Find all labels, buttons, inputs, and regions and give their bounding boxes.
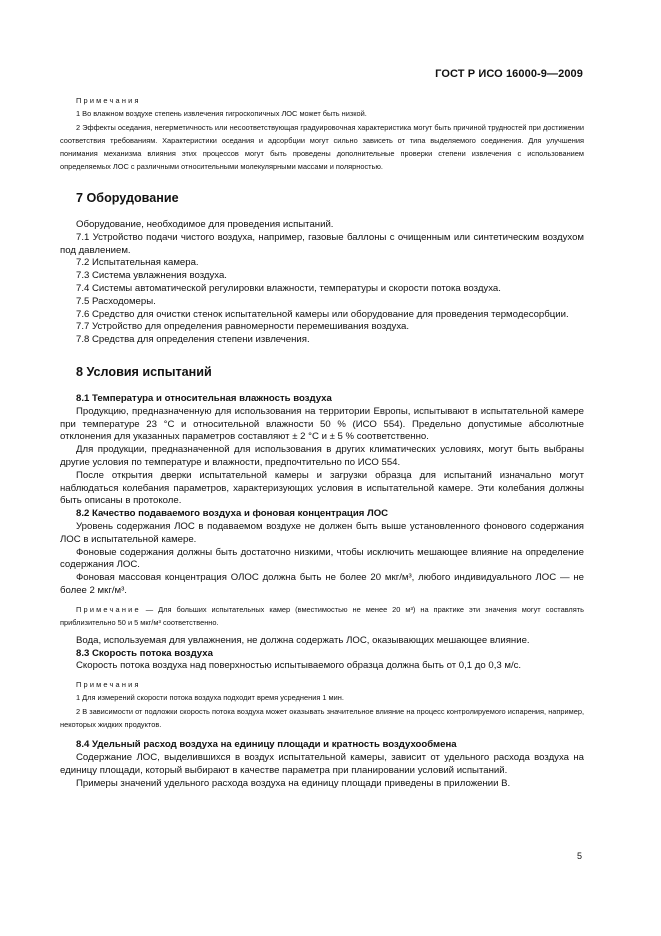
paragraph: После открытия дверки испытательной камеры и загрузки образца для испытаний изначально могут наблюдаться колебания параметров, характеризующих условия в испытательной камере. Эти колебания должны быть описаны в протоколе. <box>60 469 584 507</box>
document-code: ГОСТ Р ИСО 16000-9—2009 <box>435 68 583 80</box>
subsection-8-1-title: 8.1 Температура и относительная влажность воздуха <box>76 392 332 404</box>
section-7-item: 7.3 Система увлажнения воздуха. <box>76 270 227 282</box>
section-7-item: 7.8 Средства для определения степени извлечения. <box>76 334 310 346</box>
section-7-item: 7.7 Устройство для определения равномерности перемешивания воздуха. <box>76 321 410 333</box>
paragraph: Содержание ЛОС, выделившихся в воздух испытательной камеры, зависит от удельного расхода воздуха на единицу площади, который выбирают в качестве параметра при планировании условий испытаний. <box>60 751 584 776</box>
page-content <box>60 94 584 790</box>
notes-title: Примечания <box>76 96 141 105</box>
note-text: — Для больших испытательных камер (вместимостью не менее 20 м³) на практике эти значения могут составлять приблизительно 50 и 5 мкг/м³ соответственно. <box>60 604 584 627</box>
section-7-item: 7.4 Системы автоматической регулировки влажности, температуры и скорости потока воздуха. <box>76 282 501 294</box>
section-8-heading: 8 Условия испытаний <box>76 364 212 379</box>
note-1: 1 Во влажном воздухе степень извлечения гигроскопичных ЛОС может быть низкой. <box>76 109 367 118</box>
page-number: 5 <box>576 851 582 861</box>
note-8-2 <box>60 603 584 629</box>
note-1: 1 Для измерений скорости потока воздуха подходит время усреднения 1 мин. <box>76 693 344 703</box>
paragraph: Примеры значений удельного расхода воздуха на единицу площади приведены в приложении В. <box>76 777 511 789</box>
subsection-8-4-title: 8.4 Удельный расход воздуха на единицу площади и кратность воздухообмена <box>76 739 457 751</box>
section-7-heading: 7 Оборудование <box>76 191 179 205</box>
section-7-item: 7.1 Устройство подачи чистого воздуха, например, газовые баллоны с очищенным или синтетическим воздухом под давлением. <box>60 231 584 256</box>
note-2: 2 Эффекты оседания, негерметичность или несоответствующая градуировочная характеристика могут быть причиной трудностей при достижении соответствия требованиям. Характеристики оседания и адсорбции могут сильно зависеть от типа выделяемого соединения. Для улучшения понимания механизма влияния этих процессов могут быть проведены дополнительные проверки степени извлечения с использованием определяемых ЛОС с различными относительными молекулярными массами и полярностью. <box>60 123 584 171</box>
subsection-8-3-title: 8.3 Скорость потока воздуха <box>76 647 213 659</box>
note-2: 2 В зависимости от подложки скорость потока воздуха может оказывать значительное влияние на процесс контролируемого испарения, например, некоторых жидких продуктов. <box>60 707 584 730</box>
paragraph: Фоновая массовая концентрация ОЛОС должна быть не более 20 мкг/м³, любого индивидуального ЛОС — не более 2 мкг/м³. <box>60 572 584 596</box>
paragraph: Уровень содержания ЛОС в подаваемом воздухе не должен быть выше установленного фонового содержания ЛОС в испытательной камере. <box>60 520 584 545</box>
section-7-item: 7.6 Средство для очистки стенок испытательной камеры или оборудование для проведения термодесорбции. <box>76 308 569 320</box>
paragraph: Вода, используемая для увлажнения, не должна содержать ЛОС, оказывающих мешающее влияние. <box>76 634 530 646</box>
paragraph: Скорость потока воздуха над поверхностью испытываемого образца должна быть от 0,1 до 0,3 м/с. <box>76 660 522 672</box>
note-label: Примечание <box>76 604 141 614</box>
subsection-8-2-title: 8.2 Качество подаваемого воздуха и фоновая концентрация ЛОС <box>76 508 389 520</box>
section-7-item: 7.5 Расходомеры. <box>76 295 156 307</box>
paragraph: Фоновые содержания должны быть достаточно низкими, чтобы исключить мешающее влияние на определение содержания ЛОС. <box>60 546 584 571</box>
section-7-intro: Оборудование, необходимое для проведения испытаний. <box>76 219 334 230</box>
paragraph: Продукцию, предназначенную для использования на территории Европы, испытывают в испытательной камере при температуре 23 °С и относительной влажности 50 % (ИСО 554). Предельно допустимые абсолютные отклонения для указанных параметров составляют ± 2 °С и ± 5 % соответственно. <box>60 405 584 443</box>
section-7-item: 7.2 Испытательная камера. <box>76 257 199 269</box>
notes-title: Примечания <box>76 680 141 690</box>
paragraph: Для продукции, предназначенной для использования в других климатических условиях, могут быть выбраны другие условия по температуре и влажности, предпочтительно по ИСО 554. <box>60 444 584 468</box>
